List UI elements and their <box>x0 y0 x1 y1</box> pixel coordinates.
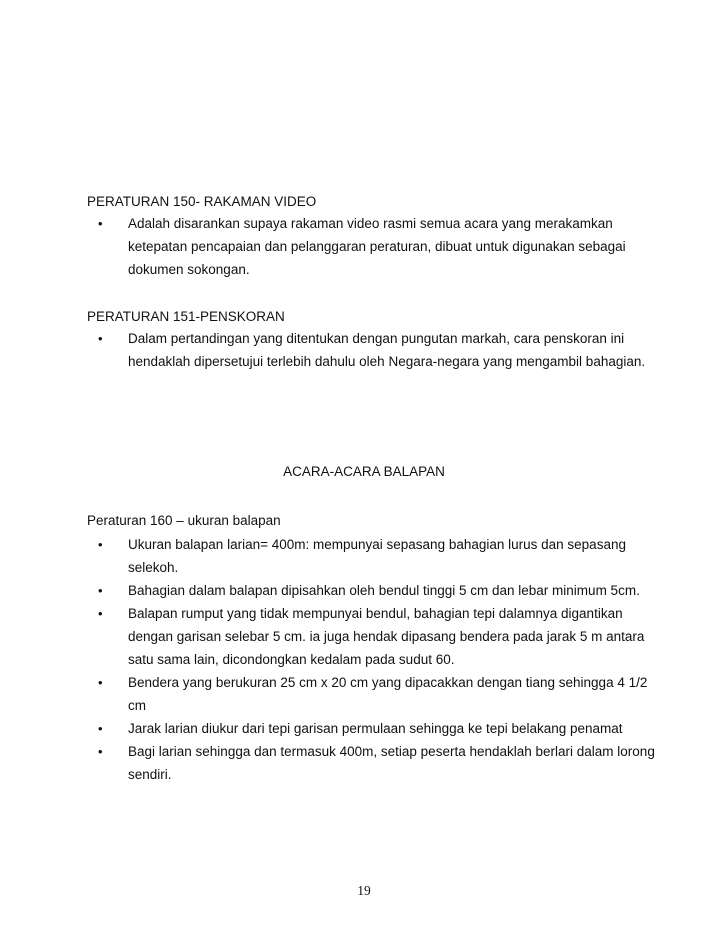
section-heading: PERATURAN 151-PENSKORAN <box>87 309 285 324</box>
section-heading: PERATURAN 150- RAKAMAN VIDEO <box>87 194 317 209</box>
bullet-icon: • <box>98 744 103 759</box>
list-item <box>87 533 657 579</box>
list-item <box>87 327 657 373</box>
list-item-text: Adalah disarankan supaya rakaman video rasmi semua acara yang merakamkan ketepatan pencapaian dan pelanggaran peraturan, dibuat untuk digunakan sebagai dokumen sokongan. <box>128 216 626 277</box>
list-item <box>87 740 657 786</box>
section-peraturan-160 <box>87 512 657 786</box>
section-heading: Peraturan 160 – ukuran balapan <box>87 513 281 528</box>
bullet-icon: • <box>98 331 103 346</box>
section-peraturan-151 <box>87 308 657 373</box>
bullet-list <box>87 212 657 281</box>
bullet-icon: • <box>98 583 103 598</box>
center-heading: ACARA-ACARA BALAPAN <box>283 464 445 479</box>
bullet-icon: • <box>98 606 103 621</box>
list-item-text: Dalam pertandingan yang ditentukan dengan pungutan markah, cara penskoran ini hendaklah dipersetujui terlebih dahulu oleh Negara-negara yang mengambil bahagian. <box>128 331 646 369</box>
bullet-icon: • <box>98 721 103 736</box>
bullet-icon: • <box>98 537 103 552</box>
list-item-text: Jarak larian diukur dari tepi garisan permulaan sehingga ke tepi belakang penamat <box>128 721 623 736</box>
list-item-text: Bendera yang berukuran 25 cm x 20 cm yang dipacakkan dengan tiang sehingga 4 1/2 cm <box>128 675 648 713</box>
bullet-list <box>87 533 657 786</box>
bullet-icon: • <box>98 216 103 231</box>
list-item-text: Bagi larian sehingga dan termasuk 400m, setiap peserta hendaklah berlari dalam lorong sendiri. <box>128 744 655 782</box>
list-item <box>87 717 657 740</box>
list-item-text: Bahagian dalam balapan dipisahkan oleh bendul tinggi 5 cm dan lebar minimum 5cm. <box>128 583 640 598</box>
bullet-list <box>87 327 657 373</box>
bullet-icon: • <box>98 675 103 690</box>
list-item <box>87 602 657 671</box>
list-item <box>87 212 657 281</box>
list-item-text: Balapan rumput yang tidak mempunyai bendul, bahagian tepi dalamnya digantikan dengan garisan selebar 5 cm. ia juga hendak dipasang bendera pada jarak 5 m antara satu sama lain, dicondongkan kedalam pada sudut 60. <box>128 606 645 667</box>
page-number: 19 <box>357 883 371 898</box>
section-peraturan-150 <box>87 193 657 281</box>
list-item <box>87 579 657 602</box>
list-item-text: Ukuran balapan larian= 400m: mempunyai sepasang bahagian lurus dan sepasang selekoh. <box>128 537 626 575</box>
list-item <box>87 671 657 717</box>
